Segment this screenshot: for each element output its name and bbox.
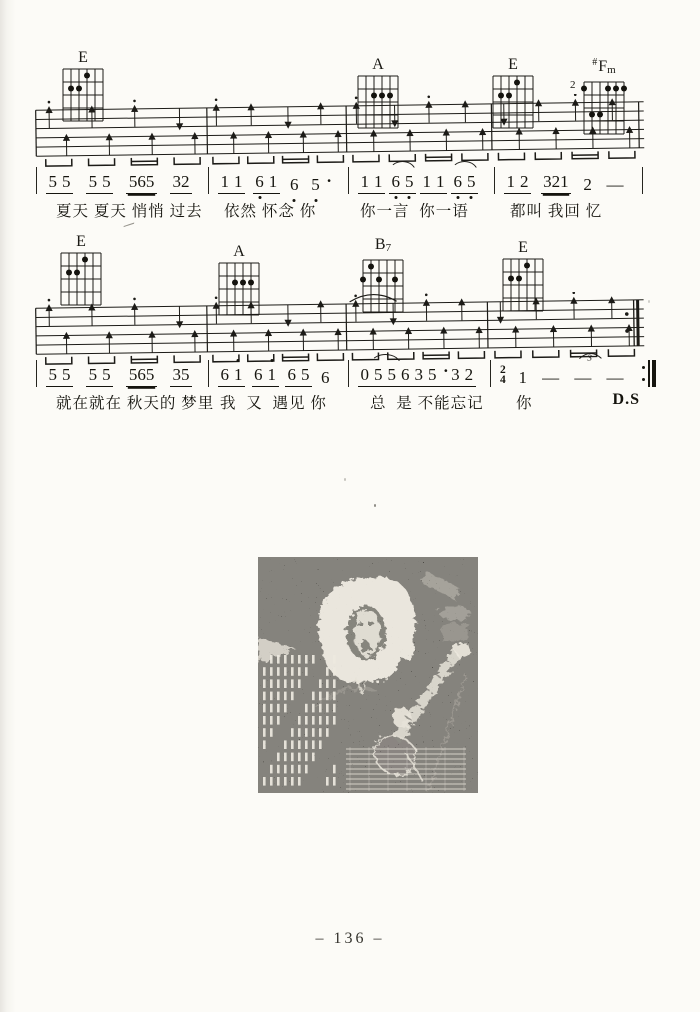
jianpu-note: 5 xyxy=(88,172,98,191)
jianpu-note: 6 xyxy=(287,365,296,384)
lyric-text: 依然 怀念 你 xyxy=(224,203,317,220)
measure xyxy=(208,164,348,202)
measure xyxy=(348,357,490,395)
jianpu-note: 5 xyxy=(102,365,111,384)
lyric-measure xyxy=(348,199,494,221)
jianpu-note: 5 xyxy=(467,172,476,191)
jianpu-group xyxy=(449,366,476,387)
jianpu-group xyxy=(504,173,531,194)
lyric-measure xyxy=(208,391,348,413)
jianpu-note: — xyxy=(574,368,592,387)
augmentation-dot: · xyxy=(443,361,449,380)
jianpu-group xyxy=(389,173,416,194)
chord-name: A xyxy=(372,56,384,73)
jianpu-note: 5 xyxy=(48,172,57,191)
augmentation-dot: · xyxy=(326,171,332,190)
jianpu-group xyxy=(412,362,449,387)
measure xyxy=(208,357,348,395)
jianpu-note: 6 xyxy=(254,365,263,384)
jianpu-note: 5 xyxy=(62,172,71,191)
jianpu-group xyxy=(170,173,192,194)
jianpu-note: 2 xyxy=(464,365,474,384)
jianpu-line xyxy=(36,357,656,395)
jianpu-group xyxy=(309,172,332,194)
jianpu-note: 32 xyxy=(172,172,190,191)
measure xyxy=(494,164,642,202)
jianpu-group xyxy=(285,366,312,387)
jianpu-note: 6 xyxy=(220,365,229,384)
jianpu-note: 2 xyxy=(520,172,529,191)
guitarist-photo xyxy=(258,557,478,793)
jianpu-note: 1 xyxy=(220,172,229,191)
fret-position-label: 2 xyxy=(570,79,576,91)
jianpu-note: 0 xyxy=(360,365,369,384)
svg-text:3: 3 xyxy=(587,352,592,363)
jianpu-note: 5 xyxy=(428,365,437,384)
jianpu-note: 3 xyxy=(414,365,423,384)
jianpu-note: — xyxy=(606,368,624,387)
jianpu-group xyxy=(86,173,113,194)
jianpu-group xyxy=(126,366,157,387)
scan-speck xyxy=(374,504,376,507)
jianpu-note: 1 xyxy=(360,172,369,191)
lyric-measure xyxy=(494,199,642,221)
jianpu-note: 321 xyxy=(543,172,569,191)
jianpu-line xyxy=(36,164,643,202)
lyric-text: 就在就在 秋天的 梦里 xyxy=(56,395,215,412)
repeat-dots xyxy=(642,361,645,385)
jianpu-note: 35 xyxy=(172,365,190,384)
chord-name: A xyxy=(233,243,245,260)
time-signature: 2 4 xyxy=(500,364,506,386)
thin-barline xyxy=(648,360,649,387)
lyrics-line xyxy=(36,199,642,221)
lyric-measure xyxy=(36,199,208,221)
thick-barline xyxy=(652,360,656,387)
scan-speck xyxy=(344,478,346,481)
jianpu-note: 1 xyxy=(506,172,515,191)
lyric-measure xyxy=(208,199,348,221)
jianpu-note: 565 xyxy=(128,172,155,191)
jianpu-note: 6 xyxy=(453,172,462,191)
chord-name: E xyxy=(76,233,86,250)
jianpu-group xyxy=(572,369,594,387)
jianpu-group xyxy=(541,173,572,194)
jianpu-group xyxy=(218,366,245,387)
jianpu-note: 3 xyxy=(451,365,460,384)
end-repeat-sign xyxy=(642,360,656,387)
measure xyxy=(36,164,208,202)
jianpu-note: 1 xyxy=(234,365,243,384)
chord-name: E xyxy=(508,56,518,73)
lyric-measure xyxy=(348,391,490,413)
jianpu-note: 6 xyxy=(321,368,330,387)
jianpu-note: 5 xyxy=(311,175,320,194)
jianpu-note: 5 xyxy=(405,172,414,191)
chord-name: E xyxy=(518,239,528,256)
lyric-text: 都叫 我回 忆 xyxy=(510,203,603,220)
lyric-measure xyxy=(36,391,215,413)
measure xyxy=(348,164,494,202)
end-barline xyxy=(642,167,643,194)
jianpu-group xyxy=(451,173,478,194)
jianpu-note: 1 xyxy=(422,172,431,191)
jianpu-note: 1 xyxy=(268,172,278,191)
jianpu-note: 5 xyxy=(62,365,71,384)
jianpu-group xyxy=(420,173,447,194)
jianpu-note: 5 xyxy=(387,365,396,384)
chord-name: $^{\#}F_m$ xyxy=(592,57,616,76)
lyric-text: 总 是 不能忘记 xyxy=(370,395,484,412)
lyric-text: 你一言 你一语 xyxy=(360,203,469,220)
jianpu-note: 6 xyxy=(391,172,400,191)
jianpu-group xyxy=(218,173,245,194)
jianpu-note: 1 xyxy=(436,172,445,191)
jianpu-note: 1 xyxy=(234,172,243,191)
jianpu-note: 1 xyxy=(374,172,383,191)
jianpu-note: 5 xyxy=(374,365,383,384)
page-number: – 136 – xyxy=(315,930,385,947)
jianpu-note: 5 xyxy=(48,365,57,384)
lyric-measure xyxy=(490,391,642,413)
jianpu-note: — xyxy=(542,368,560,387)
lyric-text: 你 xyxy=(516,395,533,412)
lyrics-line xyxy=(36,391,642,413)
jianpu-note: 5 xyxy=(102,172,111,191)
lyric-text: 我 又 遇见 你 xyxy=(220,395,327,412)
measure xyxy=(36,357,208,395)
lyric-text: 夏天 夏天 悄悄 过去 xyxy=(56,203,203,220)
jianpu-note: 1 xyxy=(267,365,276,384)
chord-name: E xyxy=(78,49,88,66)
scan-speck xyxy=(648,300,650,303)
jianpu-group xyxy=(170,366,192,387)
jianpu-group xyxy=(604,369,626,387)
jianpu-note: 565 xyxy=(128,365,155,384)
jianpu-note: — xyxy=(606,175,624,194)
dal-segno-mark: D.S xyxy=(612,391,640,408)
jianpu-note: 6 xyxy=(255,172,264,191)
jianpu-group xyxy=(46,173,73,194)
jianpu-group xyxy=(604,176,626,194)
jianpu-note: 5 xyxy=(301,365,310,384)
jianpu-note: 6 xyxy=(290,175,299,194)
jianpu-group xyxy=(253,173,280,194)
jianpu-group xyxy=(540,369,562,387)
measure xyxy=(490,357,642,395)
jianpu-group xyxy=(46,366,73,387)
jianpu-group xyxy=(358,366,385,387)
jianpu-group xyxy=(581,176,595,194)
jianpu-group xyxy=(319,369,333,387)
chord-name: $B_7$ xyxy=(374,236,392,254)
jianpu-group xyxy=(86,366,113,387)
jianpu-note: 6 xyxy=(401,365,410,384)
jianpu-note: 2 xyxy=(583,175,592,194)
jianpu-group xyxy=(126,173,157,194)
jianpu-group xyxy=(288,176,302,194)
halftone-grain xyxy=(258,557,478,793)
jianpu-group xyxy=(358,173,385,194)
jianpu-group xyxy=(385,366,412,387)
jianpu-note: 1 xyxy=(518,368,527,387)
jianpu-group xyxy=(516,369,530,387)
jianpu-note: 5 xyxy=(88,365,98,384)
jianpu-group xyxy=(252,366,279,387)
